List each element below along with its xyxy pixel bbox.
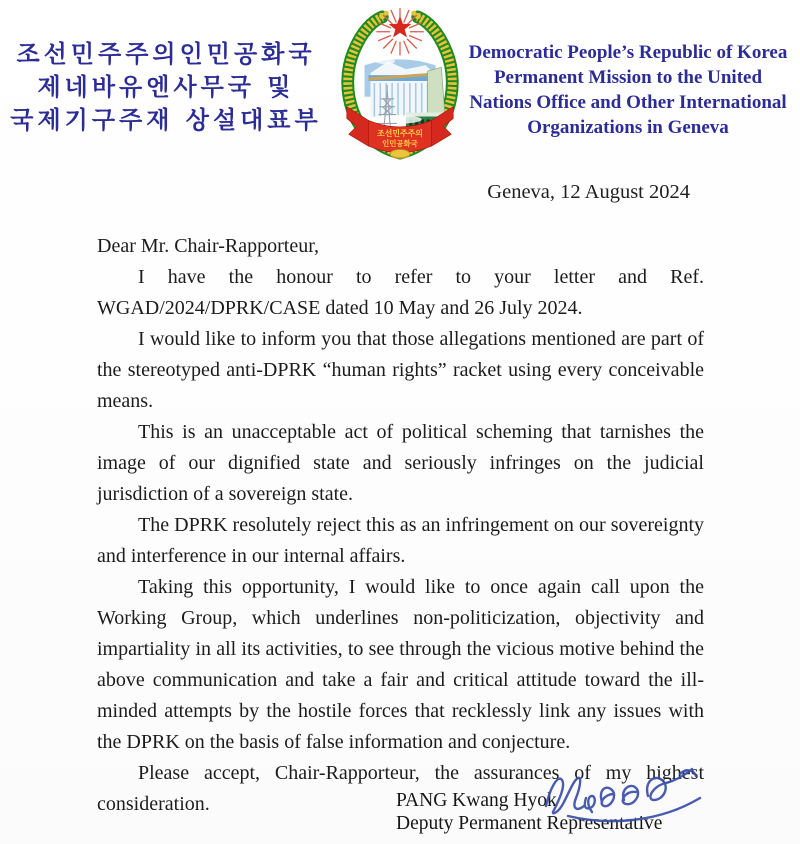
paragraph: I would like to inform you that those allegations mentioned are part of the stereotyped anti-DPRK “human rights” racket using every conceivable means. [97, 328, 704, 412]
letter-body [97, 231, 704, 820]
salutation: Dear Mr. Chair-Rapporteur, [97, 235, 320, 257]
letterhead-english-line: Nations Office and Other International [469, 92, 787, 113]
letterhead-korean-line: 조선민주주의인민공화국 [16, 40, 316, 68]
emblem-ribbon-text-line2: 인민공화국 [382, 139, 418, 149]
dprk-national-emblem-icon [331, 4, 469, 162]
signatory-title: Deputy Permanent Representative [396, 813, 663, 834]
letterhead-english-line: Democratic People’s Republic of Korea [468, 42, 788, 63]
paragraph: Taking this opportunity, I would like to once again call upon the Working Group, which underlines non-politicization, objectivity and impartiality in all its activities, to see through the vicious motive behind the above communication and take a fair and critical attitude toward the ill-minded attempts by the hostile forces that recklessly link any issues with the DPRK on the basis of false information and conjecture. [97, 576, 704, 753]
handwritten-signature-icon [540, 764, 710, 830]
signatory-name: PANG Kwang Hyok [396, 790, 557, 811]
letterhead-english-line: Permanent Mission to the United [493, 67, 763, 88]
closing-line: Please accept, Chair-Rapporteur, the assurances of my highest consideration. [97, 762, 704, 815]
paragraph: The DPRK resolutely reject this as an infringement on our sovereignty and interference in our internal affairs. [97, 514, 704, 567]
letterhead-korean-line: 국제기구주재 상설대표부 [10, 106, 322, 134]
date-line: Geneva, 12 August 2024 [487, 181, 690, 203]
letterhead-korean [0, 38, 332, 137]
letterhead-english-line: Organizations in Geneva [527, 117, 729, 138]
emblem-ribbon-text-line1: 조선민주주의 [377, 129, 423, 139]
emblem-red-star [389, 16, 411, 37]
letterhead-english [462, 40, 794, 140]
paragraph: This is an unacceptable act of political scheming that tarnishes the image of our dignified state and seriously infringes on the judicial jurisdiction of a sovereign state. [97, 421, 704, 505]
paragraph: I have the honour to refer to your letter and Ref. WGAD/2024/DPRK/CASE dated 10 May and 26 July 2024. [97, 266, 704, 319]
letterhead-korean-line: 제네바유엔사무국 및 [37, 73, 295, 101]
